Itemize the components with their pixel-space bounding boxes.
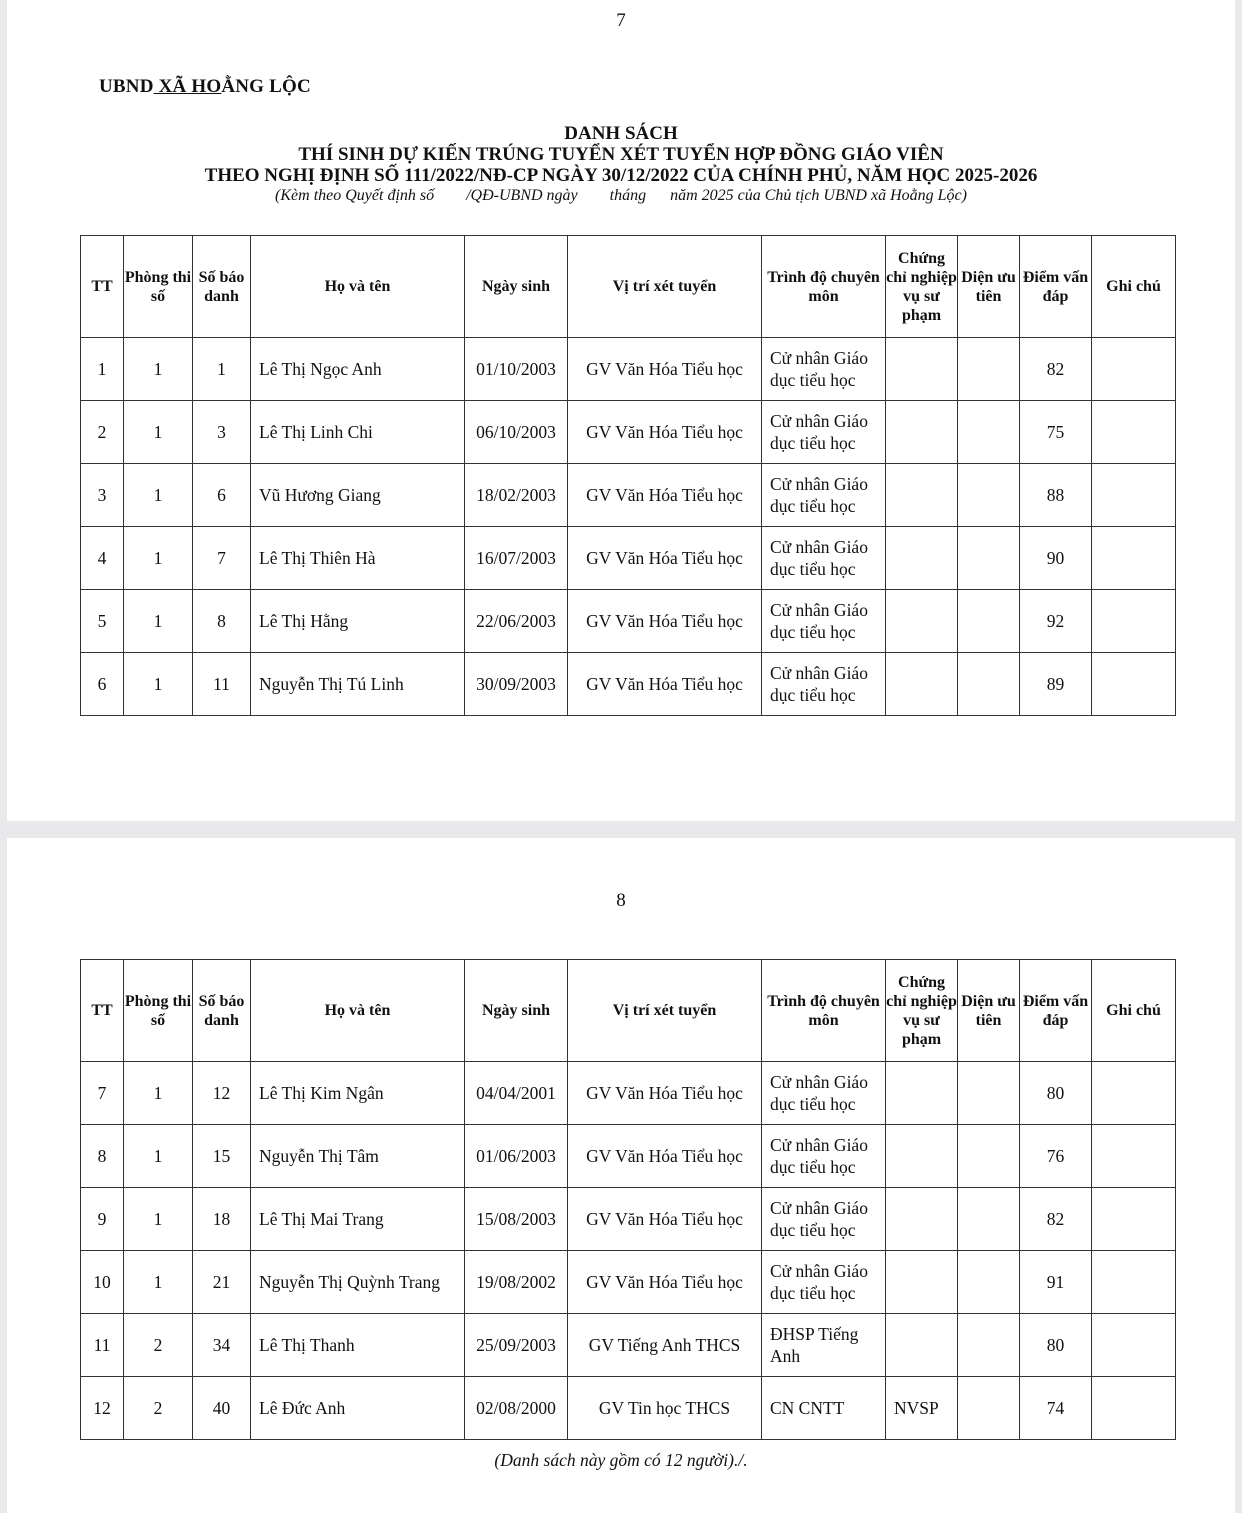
cell-full-name: Lê Thị Ngọc Anh [251,338,465,401]
cell-room: 1 [124,464,193,527]
cell-position: GV Văn Hóa Tiểu học [568,590,762,653]
cell-note [1092,1314,1176,1377]
cell-certificate: NVSP [886,1377,958,1440]
cell-position: GV Văn Hóa Tiểu học [568,401,762,464]
col-header-tt: TT [81,960,124,1062]
cell-priority [958,590,1020,653]
cell-position: GV Tin học THCS [568,1377,762,1440]
cell-tt: 8 [81,1125,124,1188]
cell-qualification: Cử nhân Giáo dục tiểu học [762,1251,886,1314]
cell-priority [958,527,1020,590]
col-header-candidate-number: Số báo danh [193,960,251,1062]
cell-tt: 4 [81,527,124,590]
title-line-2: THÍ SINH DỰ KIẾN TRÚNG TUYỂN XÉT TUYỂN HỢP ĐỒNG GIÁO VIÊN [298,144,944,165]
cell-certificate [886,338,958,401]
cell-position: GV Văn Hóa Tiểu học [568,653,762,716]
col-header-priority: Diện ưu tiên [958,960,1020,1062]
cell-priority [958,1314,1020,1377]
table-row [81,1062,1176,1125]
cell-room: 1 [124,653,193,716]
cell-qualification: Cử nhân Giáo dục tiểu học [762,401,886,464]
col-header-full-name: Họ và tên [251,236,465,338]
cell-note [1092,527,1176,590]
cell-certificate [886,653,958,716]
cell-tt: 6 [81,653,124,716]
cell-dob: 02/08/2000 [465,1377,568,1440]
cell-note [1092,1251,1176,1314]
cell-certificate [886,1251,958,1314]
table-row [81,338,1176,401]
cell-position: GV Văn Hóa Tiểu học [568,527,762,590]
cell-priority [958,1188,1020,1251]
cell-qualification: Cử nhân Giáo dục tiểu học [762,464,886,527]
cell-full-name: Lê Thị Kim Ngân [251,1062,465,1125]
table-row [81,653,1176,716]
col-header-candidate-number: Số báo danh [193,236,251,338]
cell-candidate-number: 12 [193,1062,251,1125]
col-header-score: Điểm vấn đáp [1020,236,1092,338]
cell-room: 1 [124,1251,193,1314]
cell-dob: 25/09/2003 [465,1314,568,1377]
cell-score: 82 [1020,338,1092,401]
issuing-authority [99,76,311,98]
org-underlined: XÃ HO [153,76,222,97]
cell-tt: 5 [81,590,124,653]
cell-qualification: Cử nhân Giáo dục tiểu học [762,1188,886,1251]
cell-qualification: Cử nhân Giáo dục tiểu học [762,338,886,401]
cell-certificate [886,527,958,590]
cell-room: 1 [124,1062,193,1125]
cell-room: 1 [124,1125,193,1188]
cell-note [1092,1062,1176,1125]
cell-candidate-number: 8 [193,590,251,653]
cell-tt: 3 [81,464,124,527]
cell-dob: 30/09/2003 [465,653,568,716]
cell-candidate-number: 15 [193,1125,251,1188]
cell-certificate [886,401,958,464]
cell-position: GV Văn Hóa Tiểu học [568,1125,762,1188]
cell-candidate-number: 1 [193,338,251,401]
col-header-qualification: Trình độ chuyên môn [762,236,886,338]
cell-room: 1 [124,590,193,653]
table-row [81,590,1176,653]
org-suffix: ẰNG LỘC [221,76,311,97]
cell-tt: 12 [81,1377,124,1440]
cell-room: 2 [124,1314,193,1377]
cell-candidate-number: 7 [193,527,251,590]
col-header-position: Vị trí xét tuyển [568,236,762,338]
candidate-table-page-7 [80,235,1176,716]
document-page-7 [7,0,1235,821]
col-header-note: Ghi chú [1092,960,1176,1062]
page-number: 8 [616,890,626,911]
cell-qualification: Cử nhân Giáo dục tiểu học [762,527,886,590]
cell-priority [958,338,1020,401]
cell-full-name: Nguyễn Thị Quỳnh Trang [251,1251,465,1314]
col-header-position: Vị trí xét tuyển [568,960,762,1062]
cell-certificate [886,464,958,527]
cell-room: 1 [124,1188,193,1251]
table-header-row [81,960,1176,1062]
cell-note [1092,1125,1176,1188]
cell-full-name: Lê Thị Hằng [251,590,465,653]
cell-score: 90 [1020,527,1092,590]
cell-score: 82 [1020,1188,1092,1251]
cell-note [1092,338,1176,401]
cell-priority [958,1062,1020,1125]
cell-score: 91 [1020,1251,1092,1314]
cell-tt: 10 [81,1251,124,1314]
cell-score: 75 [1020,401,1092,464]
cell-candidate-number: 34 [193,1314,251,1377]
cell-priority [958,653,1020,716]
col-header-priority: Diện ưu tiên [958,236,1020,338]
cell-position: GV Văn Hóa Tiểu học [568,1251,762,1314]
cell-candidate-number: 3 [193,401,251,464]
candidate-table-page-8 [80,959,1176,1440]
table-row [81,1125,1176,1188]
cell-position: GV Văn Hóa Tiểu học [568,338,762,401]
table-header-row [81,236,1176,338]
col-header-full-name: Họ và tên [251,960,465,1062]
cell-position: GV Văn Hóa Tiểu học [568,1062,762,1125]
cell-position: GV Văn Hóa Tiểu học [568,464,762,527]
cell-candidate-number: 40 [193,1377,251,1440]
cell-qualification: CN CNTT [762,1377,886,1440]
cell-certificate [886,1314,958,1377]
cell-full-name: Lê Thị Linh Chi [251,401,465,464]
col-header-dob: Ngày sinh [465,236,568,338]
cell-qualification: Cử nhân Giáo dục tiểu học [762,590,886,653]
cell-note [1092,464,1176,527]
cell-score: 92 [1020,590,1092,653]
cell-room: 1 [124,527,193,590]
cell-dob: 15/08/2003 [465,1188,568,1251]
cell-qualification: Cử nhân Giáo dục tiểu học [762,653,886,716]
cell-candidate-number: 21 [193,1251,251,1314]
cell-dob: 01/06/2003 [465,1125,568,1188]
cell-room: 1 [124,401,193,464]
table-row [81,464,1176,527]
cell-tt: 11 [81,1314,124,1377]
col-header-score: Điểm vấn đáp [1020,960,1092,1062]
cell-full-name: Lê Thị Thiên Hà [251,527,465,590]
title-line-1: DANH SÁCH [564,123,678,144]
cell-position: GV Văn Hóa Tiểu học [568,1188,762,1251]
cell-note [1092,1377,1176,1440]
cell-certificate [886,1062,958,1125]
cell-dob: 01/10/2003 [465,338,568,401]
col-header-room: Phòng thi số [124,960,193,1062]
cell-certificate [886,1125,958,1188]
cell-tt: 2 [81,401,124,464]
cell-tt: 9 [81,1188,124,1251]
cell-certificate [886,590,958,653]
cell-priority [958,1377,1020,1440]
title-subtitle: (Kèm theo Quyết định số /QĐ-UBND ngày tháng năm 2025 của Chủ tịch UBND xã Hoằng Lộc) [275,187,967,204]
col-header-note: Ghi chú [1092,236,1176,338]
cell-note [1092,1188,1176,1251]
cell-score: 74 [1020,1377,1092,1440]
cell-score: 89 [1020,653,1092,716]
cell-room: 1 [124,338,193,401]
col-header-tt: TT [81,236,124,338]
list-total-note: (Danh sách này gồm có 12 người)./. [494,1450,748,1470]
cell-tt: 1 [81,338,124,401]
cell-qualification: Cử nhân Giáo dục tiểu học [762,1125,886,1188]
cell-dob: 22/06/2003 [465,590,568,653]
cell-full-name: Lê Đức Anh [251,1377,465,1440]
cell-position: GV Tiếng Anh THCS [568,1314,762,1377]
cell-full-name: Vũ Hương Giang [251,464,465,527]
table-row [81,1377,1176,1440]
cell-full-name: Nguyễn Thị Tâm [251,1125,465,1188]
cell-qualification: Cử nhân Giáo dục tiểu học [762,1062,886,1125]
document-page-8 [7,838,1235,1513]
cell-room: 2 [124,1377,193,1440]
col-header-certificate: Chứng chỉ nghiệp vụ sư phạm [886,236,958,338]
cell-dob: 04/04/2001 [465,1062,568,1125]
cell-score: 76 [1020,1125,1092,1188]
cell-full-name: Lê Thị Thanh [251,1314,465,1377]
table-row [81,1314,1176,1377]
cell-dob: 06/10/2003 [465,401,568,464]
col-header-qualification: Trình độ chuyên môn [762,960,886,1062]
cell-score: 80 [1020,1314,1092,1377]
cell-note [1092,590,1176,653]
document-title [7,123,1235,205]
cell-full-name: Lê Thị Mai Trang [251,1188,465,1251]
col-header-room: Phòng thi số [124,236,193,338]
col-header-certificate: Chứng chỉ nghiệp vụ sư phạm [886,960,958,1062]
cell-priority [958,401,1020,464]
table-row [81,1188,1176,1251]
cell-tt: 7 [81,1062,124,1125]
cell-priority [958,1125,1020,1188]
cell-candidate-number: 18 [193,1188,251,1251]
cell-dob: 19/08/2002 [465,1251,568,1314]
cell-full-name: Nguyễn Thị Tú Linh [251,653,465,716]
org-prefix: UBND [99,76,154,97]
cell-dob: 18/02/2003 [465,464,568,527]
cell-note [1092,653,1176,716]
cell-dob: 16/07/2003 [465,527,568,590]
cell-certificate [886,1188,958,1251]
cell-note [1092,401,1176,464]
cell-priority [958,1251,1020,1314]
table-row [81,527,1176,590]
page-number: 7 [616,10,626,31]
cell-score: 80 [1020,1062,1092,1125]
table-row [81,1251,1176,1314]
col-header-dob: Ngày sinh [465,960,568,1062]
cell-qualification: ĐHSP Tiếng Anh [762,1314,886,1377]
title-line-3: THEO NGHỊ ĐỊNH SỐ 111/2022/NĐ-CP NGÀY 30/12/2022 CỦA CHÍNH PHỦ, NĂM HỌC 2025-2026 [204,165,1038,186]
cell-candidate-number: 11 [193,653,251,716]
cell-priority [958,464,1020,527]
cell-score: 88 [1020,464,1092,527]
cell-candidate-number: 6 [193,464,251,527]
table-row [81,401,1176,464]
